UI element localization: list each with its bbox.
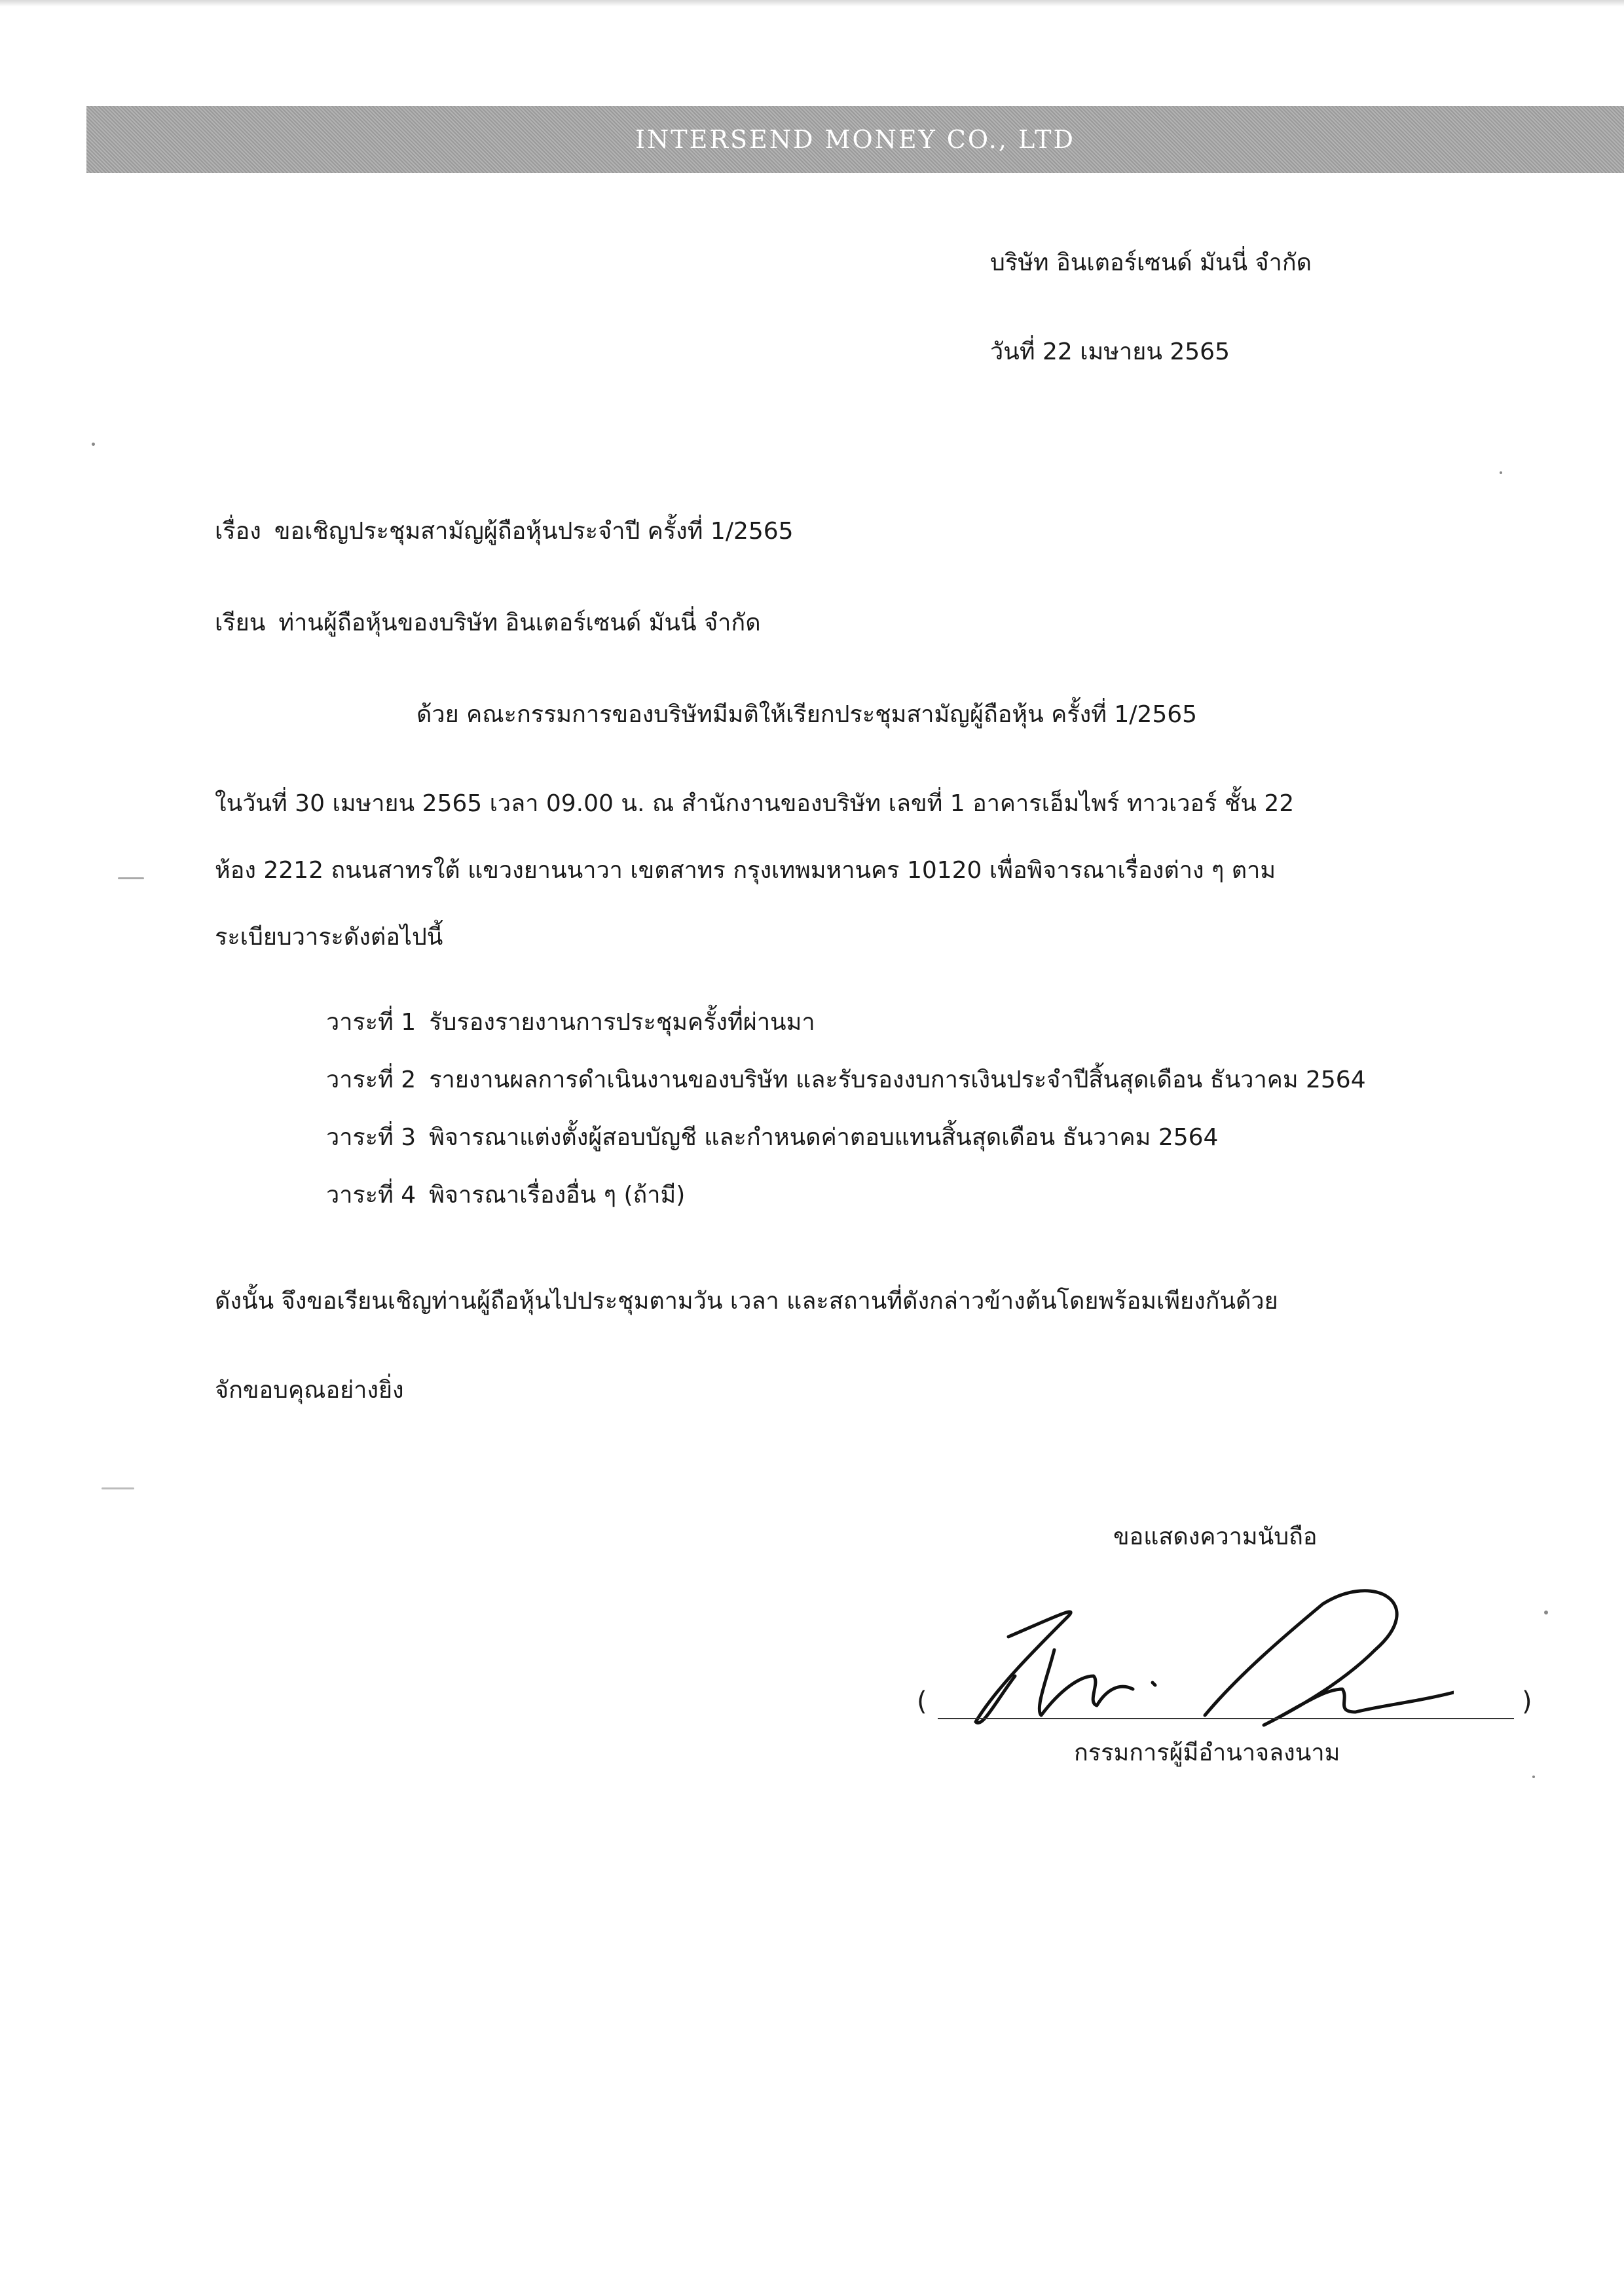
agenda-item <box>326 1066 1366 1095</box>
scan-speck <box>1532 1776 1535 1778</box>
body-intro: ด้วย คณะกรรมการของบริษัทมีมติให้เรียกประชุมสามัญผู้ถือหุ้น ครั้งที่ 1/2565 <box>416 701 1198 728</box>
company-name-en: INTERSEND MONEY CO., LTD <box>635 125 1075 154</box>
scan-speck <box>118 877 144 879</box>
body-line-3: ระเบียบวาระดังต่อไปนี้ <box>215 924 443 951</box>
letterhead-banner <box>86 106 1624 173</box>
agenda-label: วาระที่ 3 <box>326 1124 416 1151</box>
agenda-text: พิจารณาแต่งตั้งผู้สอบบัญชี และกำหนดค่าตอบแทนสิ้นสุดเดือน ธันวาคม 2564 <box>429 1124 1219 1151</box>
subject-label: เรื่อง <box>215 518 261 545</box>
letter-date: วันที่ 22 เมษายน 2565 <box>990 338 1230 365</box>
signature-scribble <box>956 1578 1454 1735</box>
agenda-item <box>326 1008 815 1037</box>
agenda-text: พิจารณาเรื่องอื่น ๆ (ถ้ามี) <box>429 1182 686 1209</box>
agenda-item <box>326 1181 685 1210</box>
signatory-title: กรรมการผู้มีอำนาจลงนาม <box>1074 1740 1340 1766</box>
agenda-text: รายงานผลการดำเนินงานของบริษัท และรับรองงบการเงินประจำปีสิ้นสุดเดือน ธันวาคม 2564 <box>429 1066 1366 1093</box>
recipient-line <box>215 609 761 638</box>
sender-company: บริษัท อินเตอร์เซนด์ มันนี่ จำกัด <box>990 249 1312 276</box>
agenda-text: รับรองรายงานการประชุมครั้งที่ผ่านมา <box>429 1009 815 1036</box>
scan-speck <box>101 1487 134 1489</box>
closing-invite: ดังนั้น จึงขอเรียนเชิญท่านผู้ถือหุ้นไปประชุมตามวัน เวลา และสถานที่ดังกล่าวข้างต้นโดยพร้อมเพียงกันด้วย <box>215 1288 1278 1315</box>
signature-line <box>938 1718 1514 1719</box>
agenda-label: วาระที่ 4 <box>326 1182 416 1209</box>
scan-speck <box>1544 1611 1548 1614</box>
scan-speck <box>1500 471 1502 474</box>
subject-line <box>215 517 794 546</box>
agenda-label: วาระที่ 2 <box>326 1066 416 1093</box>
body-line-1: ในวันที่ 30 เมษายน 2565 เวลา 09.00 น. ณ สำนักงานของบริษัท เลขที่ 1 อาคารเอ็มไพร์ ทาวเวอร์ ชั้น 22 <box>215 790 1295 817</box>
closing-regards: ขอแสดงความนับถือ <box>1113 1523 1318 1550</box>
signature-open-paren: ( <box>917 1686 927 1717</box>
closing-thanks: จักขอบคุณอย่างยิ่ง <box>215 1377 404 1404</box>
scan-speck <box>92 443 95 446</box>
recipient-label: เรียน <box>215 610 266 636</box>
recipient-text: ท่านผู้ถือหุ้นของบริษัท อินเตอร์เซนด์ มันนี่ จำกัด <box>278 610 761 636</box>
body-line-2: ห้อง 2212 ถนนสาทรใต้ แขวงยานนาวา เขตสาทร กรุงเทพมหานคร 10120 เพื่อพิจารณาเรื่องต่าง ๆ ตาม <box>215 857 1276 884</box>
agenda-item <box>326 1123 1218 1152</box>
agenda-label: วาระที่ 1 <box>326 1009 416 1036</box>
subject-text: ขอเชิญประชุมสามัญผู้ถือหุ้นประจำปี ครั้งที่ 1/2565 <box>274 518 794 545</box>
signature-close-paren: ) <box>1522 1686 1532 1717</box>
scan-edge <box>0 0 1624 7</box>
